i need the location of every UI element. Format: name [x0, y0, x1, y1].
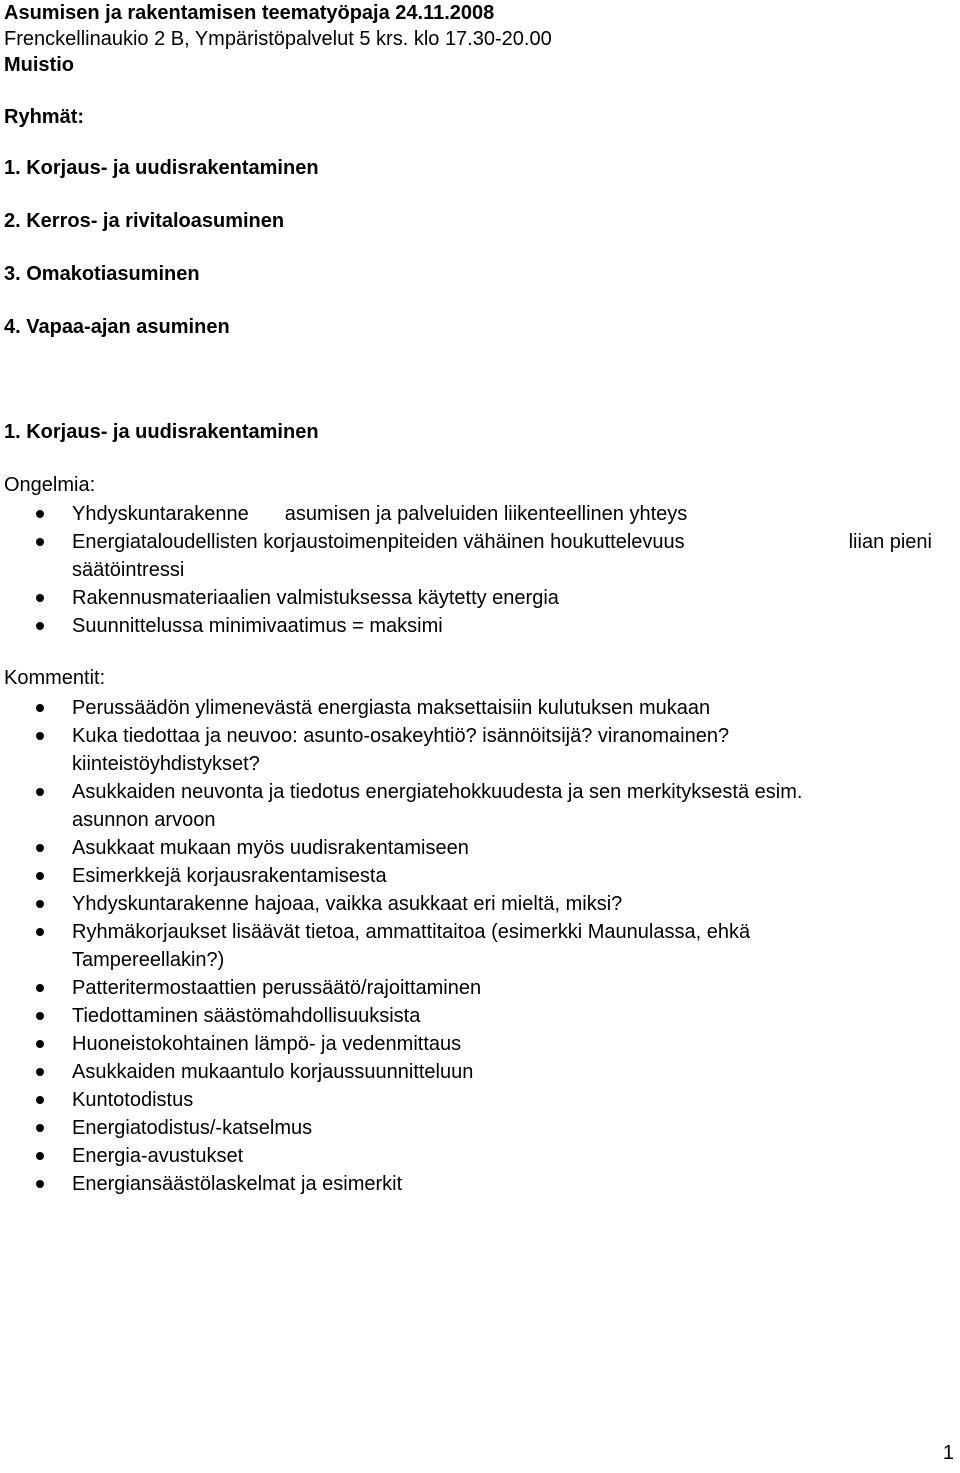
comment-text: Kuntotodistus — [72, 1089, 194, 1111]
comment-text: Ryhmäkorjaukset lisäävät tietoa, ammattitaitoa (esimerkki Maunulassa, ehkä Tampereellakin?) — [72, 921, 751, 971]
comment-text: Huoneistokohtainen lämpö- ja vedenmittaus — [72, 1033, 462, 1055]
problems-list — [0, 500, 930, 640]
list-item — [0, 500, 930, 528]
list-item — [0, 1030, 880, 1058]
bullet-icon — [36, 622, 44, 630]
bullet-icon — [36, 1124, 44, 1132]
comment-text: Energiatodistus/-katselmus — [72, 1117, 313, 1139]
bullet-icon — [36, 732, 44, 740]
list-item — [0, 528, 930, 584]
list-item — [0, 1058, 880, 1086]
group-item: 2. Kerros- ja rivitaloasuminen — [4, 210, 285, 232]
list-item — [0, 694, 880, 722]
document-header — [4, 0, 552, 78]
list-item — [0, 834, 880, 862]
list-item — [0, 778, 880, 834]
bullet-icon — [36, 1012, 44, 1020]
bullet-icon — [36, 928, 44, 936]
list-item — [0, 612, 930, 640]
problems-label: Ongelmia: — [4, 474, 96, 496]
comments-list — [0, 694, 880, 1198]
bullet-icon — [36, 1152, 44, 1160]
comment-text: Energia-avustukset — [72, 1145, 244, 1167]
bullet-icon — [36, 844, 44, 852]
section-heading: 1. Korjaus- ja uudisrakentaminen — [4, 421, 319, 443]
comment-text: Tiedottaminen säästömahdollisuuksista — [72, 1005, 421, 1027]
comment-text: Patteritermostaattien perussäätö/rajoittaminen — [72, 977, 482, 999]
bullet-icon — [36, 900, 44, 908]
document-title: Asumisen ja rakentamisen teematyöpaja 24.11.2008 — [4, 2, 495, 24]
bullet-icon — [36, 788, 44, 796]
comment-text: Asukkaiden neuvonta ja tiedotus energiatehokkuudesta ja sen merkityksestä esim. asunnon arvoon — [72, 781, 803, 831]
problem-text-wrap: säätöintressi — [72, 559, 185, 581]
meeting-location: Frenckellinaukio 2 B, Ympäristöpalvelut 5 krs. klo 17.30-20.00 — [4, 28, 552, 50]
comment-text: Energiansäästölaskelmat ja esimerkit — [72, 1173, 403, 1195]
bullet-icon — [36, 984, 44, 992]
list-item — [0, 1142, 880, 1170]
problem-text-continued: liian pieni — [848, 531, 932, 553]
comment-text: Esimerkkejä korjausrakentamisesta — [72, 865, 387, 887]
problem-text-continued: asumisen ja palveluiden liikenteellinen yhteys — [284, 503, 688, 525]
comment-text: Kuka tiedottaa ja neuvoo: asunto-osakeyhtiö? isännöitsijä? viranomainen? kiinteistöyhdistykset? — [72, 725, 730, 775]
list-item — [0, 584, 930, 612]
bullet-icon — [36, 872, 44, 880]
bullet-icon — [36, 594, 44, 602]
group-item: 4. Vapaa-ajan asuminen — [4, 316, 230, 338]
problem-text: Energiataloudellisten korjaustoimenpiteiden vähäinen houkuttelevuus — [72, 531, 685, 553]
list-item — [0, 1002, 880, 1030]
comment-text: Yhdyskuntarakenne hajoaa, vaikka asukkaat eri mieltä, miksi? — [72, 893, 623, 915]
page-number: 1 — [942, 1442, 954, 1464]
groups-heading: Ryhmät: — [4, 106, 85, 128]
bullet-icon — [36, 510, 44, 518]
bullet-icon — [36, 1180, 44, 1188]
problem-text: Rakennusmateriaalien valmistuksessa käytetty energia — [72, 587, 559, 609]
list-item — [0, 890, 880, 918]
list-item — [0, 722, 880, 778]
comment-text: Asukkaat mukaan myös uudisrakentamiseen — [72, 837, 469, 859]
list-item — [0, 862, 880, 890]
bullet-icon — [36, 704, 44, 712]
list-item — [0, 1114, 880, 1142]
group-item: 1. Korjaus- ja uudisrakentaminen — [4, 157, 319, 179]
list-item — [0, 1086, 880, 1114]
problem-text: Suunnittelussa minimivaatimus = maksimi — [72, 615, 443, 637]
list-item — [0, 1170, 880, 1198]
bullet-icon — [36, 1068, 44, 1076]
comment-text: Asukkaiden mukaantulo korjaussuunnitteluun — [72, 1061, 474, 1083]
bullet-icon — [36, 1096, 44, 1104]
problem-text: Yhdyskuntarakenne — [72, 503, 249, 525]
groups-list — [4, 155, 319, 367]
group-item: 3. Omakotiasuminen — [4, 263, 200, 285]
bullet-icon — [36, 1040, 44, 1048]
list-item — [0, 974, 880, 1002]
bullet-icon — [36, 538, 44, 546]
comments-label: Kommentit: — [4, 667, 106, 689]
document-type: Muistio — [4, 54, 74, 76]
comment-text: Perussäädön ylimenevästä energiasta maksettaisiin kulutuksen mukaan — [72, 697, 711, 719]
list-item — [0, 918, 880, 974]
